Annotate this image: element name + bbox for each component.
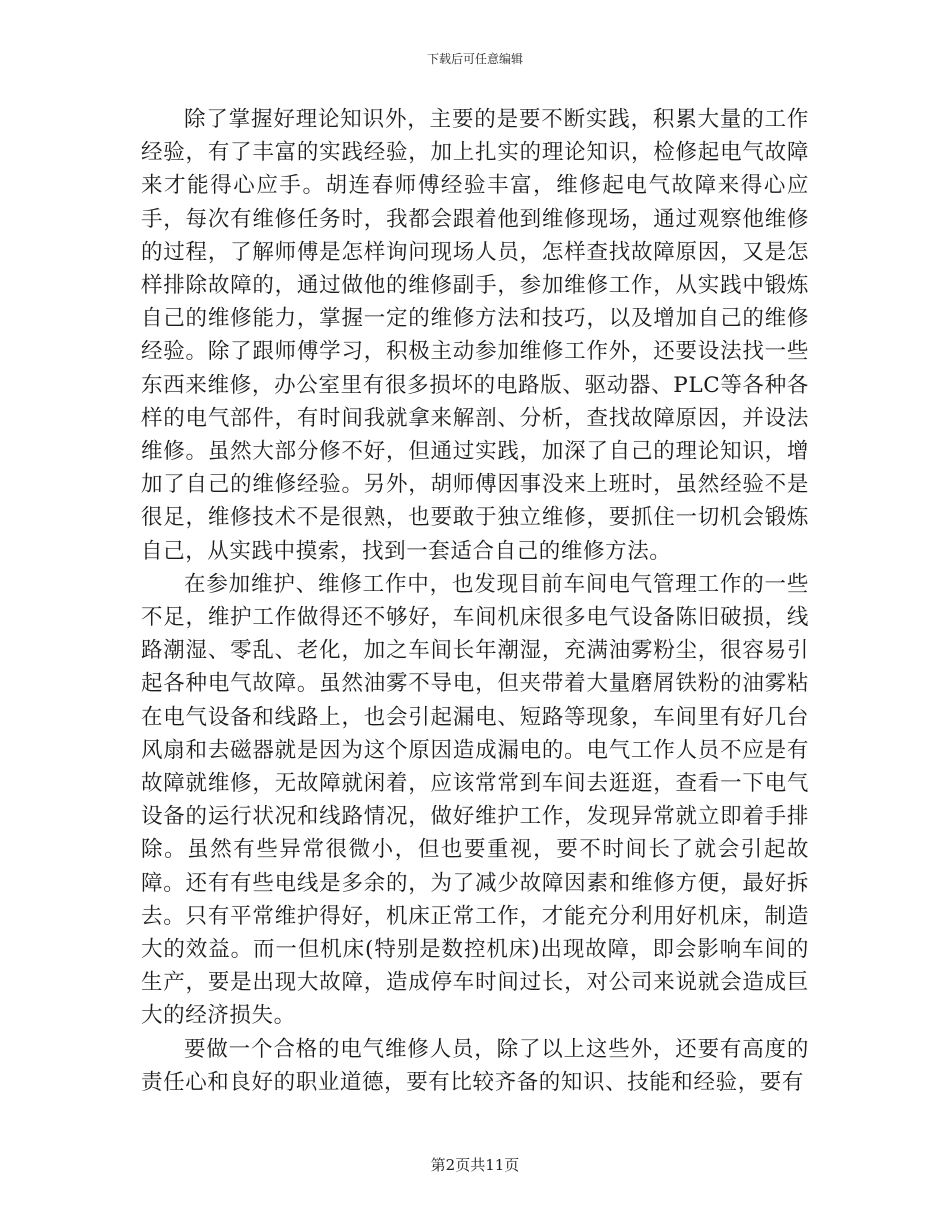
paragraph-maintenance-issues: 在参加维护、维修工作中，也发现目前车间电气管理工作的一些不足，维护工作做得还不够好，车间机床很多电气设备陈旧破损，线路潮湿、零乱、老化，加之车间长年潮湿，充满油雾粉尘，很容易引起各种电气故障。虽然油雾不导电，但夹带着大量磨屑铁粉的油雾粘在电气设备和线路上，也会引起漏电、短路等现象，车间里有好几台风扇和去磁器就是因为这个原因造成漏电的。电气工作人员不应是有故障就维修，无故障就闲着，应该常常到车间去逛逛，查看一下电气设备的运行状况和线路情况，做好维护工作，发现异常就立即着手排除。虽然有些异常很微小，但也要重视，要不时间长了就会引起故障。还有有些电线是多余的，为了减少故障因素和维修方便，最好拆去。只有平常维护得好，机床正常工作，才能充分利用好机床，制造大的效益。而一但机床(特别是数控机床)出现故障，即会影响车间的生产，要是出现大故障，造成停车时间过长，对公司来说就会造成巨大的经济损失。 (141, 571, 809, 1029)
header-note: 下载后可任意编辑 (426, 52, 523, 66)
paragraph-qualified-electrician: 要做一个合格的电气维修人员，除了以上这些外，还要有高度的责任心和良好的职业道德，要有比较齐备的知识、技能和经验，要有 (141, 1036, 809, 1095)
page-number: 第2页共11页 (430, 1156, 520, 1174)
paragraph-practice-experience: 除了掌握好理论知识外，主要的是要不断实践，积累大量的工作经验，有了丰富的实践经验，加上扎实的理论知识，检修起电气故障来才能得心应手。胡连春师傅经验丰富，维修起电气故障来得心应手，每次有维修任务时，我都会跟着他到维修现场，通过观察他维修的过程，了解师傅是怎样询问现场人员，怎样查找故障原因，又是怎样排除故障的，通过做他的维修副手，参加维修工作，从实践中锻炼自己的维修能力，掌握一定的维修方法和技巧，以及增加自己的维修经验。除了跟师傅学习，积极主动参加维修工作外，还要设法找一些东西来维修，办公室里有很多损坏的电路版、驱动器、PLC等各种各样的电气部件，有时间我就拿来解剖、分析，查找故障原因，并设法维修。虽然大部分修不好，但通过实践，加深了自己的理论知识，增加了自己的维修经验。另外，胡师傅因事没来上班时，虽然经验不是很足，维修技术不是很熟，也要敢于独立维修，要抓住一切机会锻炼自己，从实践中摸索，找到一套适合自己的维修方法。 (141, 107, 809, 564)
document-body (141, 103, 809, 1099)
